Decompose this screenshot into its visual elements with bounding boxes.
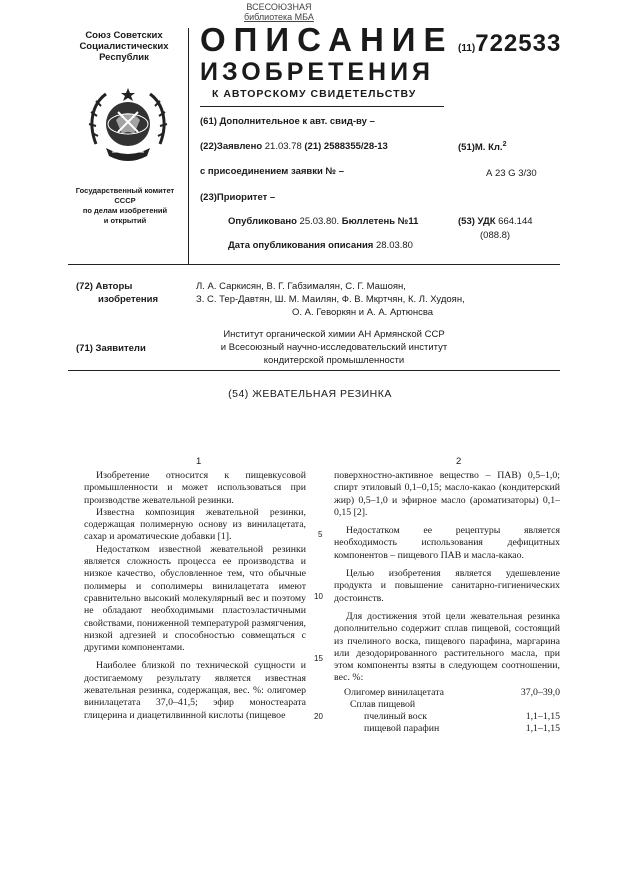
invention-title: (54) ЖЕВАТЕЛЬНАЯ РЕЗИНКА <box>228 388 392 400</box>
column-number-2: 2 <box>456 456 462 467</box>
authors-list <box>196 280 560 319</box>
col2-paragraph-4: Для достижения этой цели жевательная резинка дополнительно содержит сплав пищевой, состоящий из пчелиного воска, пищевого парафина, маргарина или дезодорированного растительного масла, при этом компоненты взяты в следующем соотношении, вес. %: <box>334 610 560 684</box>
composition-row <box>334 699 560 711</box>
field-21: (21) 2588355/28-13 <box>304 141 388 152</box>
applicants-line-1: Институт органической химии АН Армянской ССР <box>223 329 445 340</box>
committee-line-4: и открытий <box>103 216 147 225</box>
published-line <box>228 216 418 227</box>
authors-line-3: О. А. Геворкян и А. А. Артюнсва <box>292 307 434 318</box>
ussr-emblem-icon <box>86 84 170 166</box>
field-53 <box>458 216 533 227</box>
bulletin-number: Бюллетень №11 <box>341 216 419 227</box>
library-stamp <box>244 2 314 22</box>
field-53-label: (53) УДК <box>458 216 496 227</box>
composition-value: 1,1–1,15 <box>525 710 560 722</box>
line-number-15: 15 <box>314 654 323 663</box>
composition-name: Олигомер винилацетата <box>344 686 445 698</box>
authors-line-1: Л. А. Саркисян, В. Г. Габзималян, С. Г. Машоян, <box>196 281 406 292</box>
field-51-value: А 23 G 3/30 <box>486 168 537 179</box>
col1-paragraph-2: Известна композиция жевательной резинки, содержащая полимерную основу из винилацетата, сахар и ароматические добавки [1]. <box>84 506 306 543</box>
col1-paragraph-3: Недостатком известной жевательной резинки является сложность процесса ее производства и низкое качество, обусловленное тем, что обычные полимеры и сополимеры винилацетата имеют сравнительно высокий молекулярный вес и поэтому не обладают необходимыми пластоэластичными свойствами, пониженной температурой размягчения, низкой адгезией и способностью совмещаться с другими компонентами. <box>84 543 306 654</box>
composition-value: 1,1–1,15 <box>525 722 560 734</box>
line-number-10: 10 <box>314 592 323 601</box>
composition-name: пчелиный воск <box>364 710 427 722</box>
composition-name: Сплав пищевой <box>350 698 416 710</box>
column-2 <box>334 470 560 735</box>
composition-value <box>501 699 560 711</box>
country-name <box>72 30 176 63</box>
col1-paragraph-4: Наиболее близкой по технической сущности и достигаемому результату является известная жевательная резинка, содержащая, вес. %: олигомер винилацетата 37,0–41,5; эфир моностеарата глицерина и диацетилвинной кислоты (пищевое <box>84 660 306 721</box>
description-date-line <box>228 240 413 251</box>
column-number-1: 1 <box>196 456 202 467</box>
applicants-label: (71) Заявители <box>76 343 146 354</box>
field-51 <box>458 141 506 153</box>
applicants-line-2: и Всесоюзный научно-исследовательский институт <box>220 342 448 353</box>
patent-number-value: 722533 <box>475 30 562 57</box>
country-line-2: Социалистических <box>79 41 169 52</box>
certificate-type: К АВТОРСКОМУ СВИДЕТЕЛЬСТВУ <box>212 88 417 100</box>
applicants-line-3: кондитерской промышленности <box>263 355 405 366</box>
description-date: 28.03.80 <box>375 240 413 251</box>
field-22-date: 21.03.78 <box>264 141 302 152</box>
patent-code: (11) <box>458 43 476 54</box>
header-divider <box>188 28 189 264</box>
title-rule <box>200 106 444 107</box>
authors-line-2: З. С. Тер-Давтян, Ш. М. Маилян, Ф. В. Мкртчян, К. Л. Худоян, <box>196 294 465 305</box>
published-date: 25.03.80. <box>299 216 340 227</box>
field-23: (23)Приоритет – <box>200 192 276 203</box>
applicants-list <box>196 328 472 367</box>
description-date-label: Дата опубликования описания <box>228 240 374 251</box>
column-1 <box>84 470 306 722</box>
patent-number <box>458 30 561 58</box>
applicants-rule <box>68 370 560 371</box>
field-61: (61) Дополнительное к авт. свид-ву – <box>200 116 375 127</box>
composition-name: пищевой парафин <box>364 722 440 734</box>
line-number-20: 20 <box>314 712 323 721</box>
field-53-value-2: (088.8) <box>480 230 511 241</box>
stamp-line-1: ВСЕСОЮЗНАЯ <box>246 2 312 12</box>
header-bottom-rule <box>68 264 560 265</box>
country-line-1: Союз Советских <box>85 30 163 41</box>
composition-row <box>334 723 560 735</box>
col2-paragraph-2: Недостатком ее рецептуры является необходимость использования дефицитных компонентов – пищевого ПАВ и масла-какао. <box>334 525 560 561</box>
col2-paragraph-3: Целью изобретения является удешевление продукта и повышение санитарно-гигиенических достоинств. <box>334 568 560 604</box>
committee-line-1: Государственный комитет <box>75 186 175 195</box>
field-22-label: (22)Заявлено <box>200 141 263 152</box>
field-22 <box>200 141 388 152</box>
composition-row <box>334 711 560 723</box>
country-line-3: Республик <box>99 52 149 63</box>
composition-value: 37,0–39,0 <box>520 686 560 698</box>
col1-paragraph-1: Изобретение относится к пищевкусовой промышленности и может использоваться при производстве жевательной резинки. <box>84 470 306 506</box>
field-51-label: (51)М. Кл. <box>458 142 503 154</box>
composition-table <box>334 687 560 735</box>
field-51-superscript: 2 <box>502 141 507 148</box>
committee-line-3: по делам изобретений <box>82 206 168 215</box>
document-subtitle: ИЗОБРЕТЕНИЯ <box>200 58 435 86</box>
published-label: Опубликовано <box>228 216 297 227</box>
stamp-line-2: библиотека МБА <box>244 12 314 22</box>
line-number-5: 5 <box>318 530 323 539</box>
col2-paragraph-1: поверхностно-активное вещество – ПАВ) 0,5–1,0; спирт этиловый 0,1–0,15; масло-какао (кондитерский жир) 0,5–1,0 и эфирное масло (ароматизаторы) 0,1–0,15 [2]. <box>334 470 560 518</box>
document-title: ОПИСАНИЕ <box>200 21 454 58</box>
state-committee <box>66 186 184 226</box>
authors-label-line-1: (72) Авторы <box>76 281 133 292</box>
committee-line-2: СССР <box>114 196 136 205</box>
composition-row <box>334 687 560 699</box>
attached-application: с присоединением заявки № – <box>200 166 344 177</box>
authors-label <box>76 280 176 306</box>
authors-label-line-2: изобретения <box>98 294 159 305</box>
field-53-value: 664.144 <box>498 216 533 227</box>
